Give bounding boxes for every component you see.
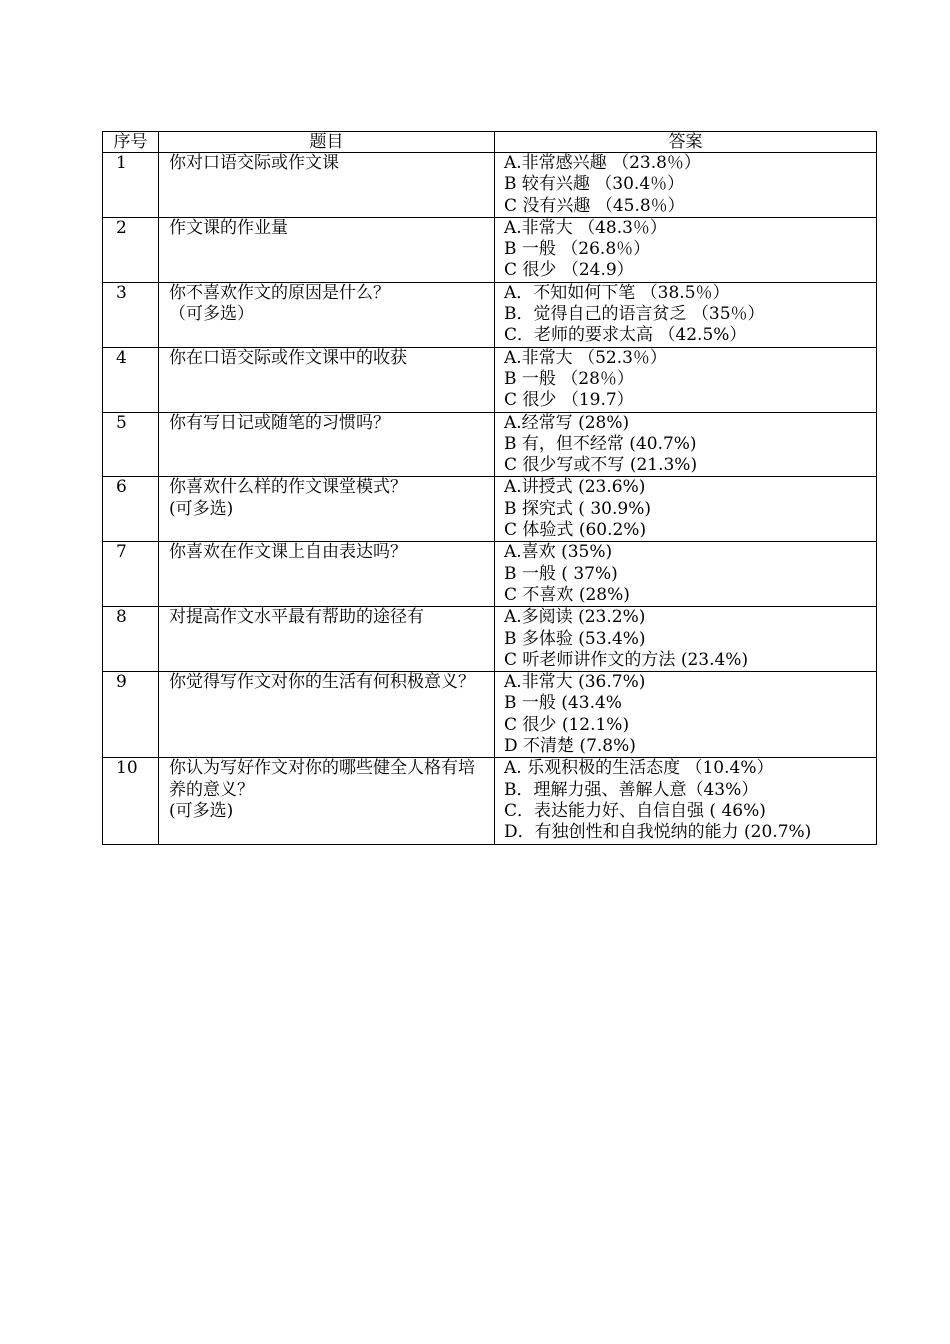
question-text: 你不喜欢作文的原因是什么？	[169, 282, 390, 303]
question-text: 对提高作文水平最有帮助的途径有	[169, 607, 424, 628]
answer-option: B 多体验 (53.4%)	[504, 628, 646, 649]
answer-option: C 听老师讲作文的方法 (23.4%)	[504, 649, 749, 670]
row-number-text: 7	[116, 542, 127, 563]
table-row	[103, 477, 877, 542]
answer-cell	[495, 542, 877, 607]
answer-cell	[495, 282, 877, 347]
row-number-text: 8	[116, 607, 127, 628]
answer-option: B．理解力强、善解人意（43%）	[504, 779, 759, 800]
answer-cell	[495, 607, 877, 672]
table-row	[103, 347, 877, 412]
row-number	[103, 412, 159, 477]
row-number	[103, 347, 159, 412]
answer-cell	[495, 347, 877, 412]
question-cell	[159, 607, 495, 672]
answer-option: C．表达能力好、自信自强 ( 46%)	[504, 800, 766, 821]
answer-option: B 一般 (43.4%	[504, 693, 622, 714]
question-cell	[159, 153, 495, 218]
row-number	[103, 672, 159, 758]
answer-option: C．老师的要求太高 （42.5%）	[504, 325, 747, 346]
answer-option: B 一般 （26.8％）	[504, 239, 651, 260]
answer-option: A.经常写 (28%)	[504, 412, 630, 433]
table-body	[103, 153, 877, 845]
answer-option: C 很少 （19.7）	[504, 390, 634, 411]
question-cell	[159, 217, 495, 282]
question-text: 你觉得写作文对你的生活有何积极意义？	[169, 672, 475, 693]
row-number-text: 6	[116, 477, 127, 498]
answer-cell	[495, 412, 877, 477]
row-number-text: 2	[116, 217, 127, 238]
answer-option: A.非常感兴趣 （23.8％）	[504, 153, 701, 173]
question-cell	[159, 282, 495, 347]
answer-option: C 没有兴趣 （45.8％）	[504, 195, 685, 216]
row-number-text: 10	[116, 758, 138, 779]
question-text: 你喜欢什么样的作文课堂模式？	[169, 477, 407, 498]
row-number-text: 4	[116, 347, 127, 368]
header-answer: 答案	[495, 132, 877, 153]
row-number	[103, 607, 159, 672]
answer-option: B．觉得自己的语言贫乏 （35％）	[504, 304, 765, 325]
question-cell	[159, 542, 495, 607]
answer-cell	[495, 758, 877, 844]
question-cell	[159, 758, 495, 844]
table-header-row	[103, 132, 877, 153]
row-number-text: 5	[116, 412, 127, 433]
answer-option: A.多阅读 (23.2%)	[504, 607, 646, 628]
answer-option: B 一般 （28％）	[504, 368, 634, 389]
answer-option: C 很少 （24.9）	[504, 260, 634, 281]
row-number	[103, 217, 159, 282]
row-number	[103, 542, 159, 607]
row-number-text: 1	[116, 153, 127, 173]
header-number: 序号	[103, 132, 159, 153]
question-text: （可多选）	[169, 304, 254, 325]
row-number-text: 3	[116, 282, 127, 303]
answer-cell	[495, 672, 877, 758]
header-question: 题目	[159, 132, 495, 153]
answer-option: C 体验式 (60.2%)	[504, 520, 647, 541]
question-cell	[159, 347, 495, 412]
question-text: 你喜欢在作文课上自由表达吗？	[169, 542, 407, 563]
answer-cell	[495, 477, 877, 542]
question-text: 你有写日记或随笔的习惯吗？	[169, 412, 390, 433]
answer-option: A.喜欢 (35%)	[504, 542, 613, 563]
answer-option: A.非常大 （48.3％）	[504, 217, 667, 238]
table-row	[103, 542, 877, 607]
question-text: 你认为写好作文对你的哪些健全人格有培养的意义？	[169, 758, 475, 800]
answer-option: C 不喜欢 (28%)	[504, 584, 630, 605]
answer-option: D 不清楚 (7.8%)	[504, 736, 636, 757]
survey-results-table	[102, 131, 877, 845]
table-row	[103, 217, 877, 282]
answer-cell	[495, 217, 877, 282]
question-text: (可多选)	[169, 498, 234, 519]
answer-option: B 有，但不经常 (40.7%)	[504, 433, 697, 454]
answer-option: A. 乐观积极的生活态度 （10.4%）	[504, 758, 774, 779]
table-row	[103, 412, 877, 477]
answer-option: B 探究式 ( 30.9%)	[504, 498, 651, 519]
question-cell	[159, 477, 495, 542]
table-row	[103, 672, 877, 758]
row-number	[103, 477, 159, 542]
question-text: 你在口语交际或作文课中的收获	[169, 347, 407, 368]
question-text: (可多选)	[169, 800, 234, 821]
answer-option: B 较有兴趣 （30.4％）	[504, 174, 685, 195]
answer-cell	[495, 153, 877, 218]
question-text: 你对口语交际或作文课	[169, 153, 339, 173]
answer-option: A.非常大 (36.7%)	[504, 672, 646, 693]
table-row	[103, 153, 877, 218]
question-text: 作文课的作业量	[169, 217, 288, 238]
question-cell	[159, 672, 495, 758]
row-number	[103, 758, 159, 844]
answer-option: D．有独创性和自我悦纳的能力 (20.7%)	[504, 822, 812, 843]
row-number	[103, 282, 159, 347]
answer-option: A．不知如何下笔 （38.5％）	[504, 282, 730, 303]
answer-option: A.非常大 （52.3％）	[504, 347, 667, 368]
table-row	[103, 758, 877, 844]
row-number-text: 9	[116, 672, 127, 693]
table-row	[103, 607, 877, 672]
answer-option: C 很少 (12.1%)	[504, 714, 630, 735]
question-cell	[159, 412, 495, 477]
answer-option: C 很少写或不写 (21.3%)	[504, 455, 698, 476]
table-row	[103, 282, 877, 347]
answer-option: A.讲授式 (23.6%)	[504, 477, 646, 498]
answer-option: B 一般 ( 37%)	[504, 563, 618, 584]
row-number	[103, 153, 159, 218]
